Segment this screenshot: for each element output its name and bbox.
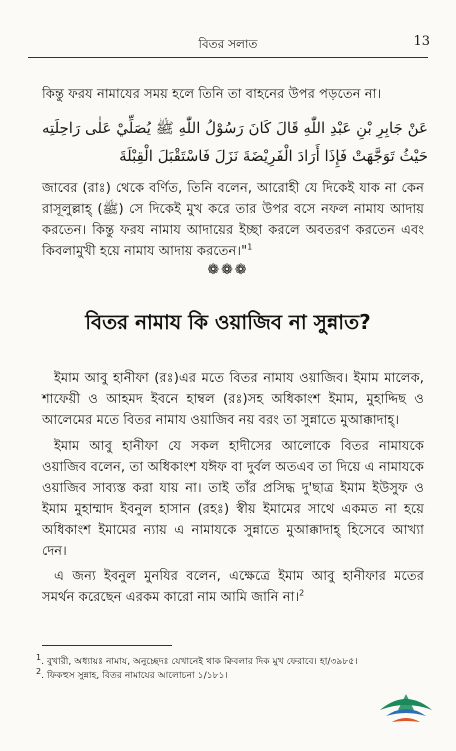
paragraph-2: ইমাম আবু হানীফা যে সকল হাদীসের আলোকে বিতর নামাযকে ওয়াজিব বলেন, তা অধিকাংশ যঈফ বা দুর্বল অতএব তা দিয়ে এ নামাযকে ওয়াজিব সাব্যস্ত করা যায় না। তাই তাঁর প্রসিদ্ধ দু'ছাত্র ইমাম ইউসুফ ও ইমাম মুহাম্মাদ ইবনুল হাসান (রহঃ) স্বীয় ইমামের সাথে একমত না হয়ে অধিকাংশ ইমামের ন্যায় এ নামাযকে সুন্নাতে মুআক্কাদাহ্ হিসেবে আখ্যা দেন। (42, 439, 424, 559)
page-number: 13 (413, 34, 430, 49)
hadith-translation (42, 178, 424, 262)
footnote-rule (42, 645, 172, 646)
intro-line: কিন্তু ফরয নামাযের সময় হলে তিনি তা বাহনের উপর পড়তেন না। (42, 87, 382, 102)
paragraph-3-text: এ জন্য ইবনুল মুনযির বলেন, এক্ষেত্রে ইমাম আবু হানীফার মতের সমর্থন করেছেন এরকম কারো নাম আমি জানি না। (42, 569, 424, 605)
publisher-logo-icon (374, 680, 438, 732)
footnote-2: $^2$. ফিকহুস সুন্নাহ, বিতর নামাযের আলোচনা ১/১৮১। (36, 666, 228, 681)
running-title: বিতর সলাত (198, 37, 258, 51)
section-heading: বিতর নামায কি ওয়াজিব না সুন্নাত? (85, 310, 371, 334)
translation-text: জাবের (রাঃ) থেকে বর্ণিত, তিনি বলেন, আরোহী যে দিকেই যাক না কেন রাসূলুল্লাহ্ (ﷺ) সে দিকেই মুখ করে তার উপর বসে নফল নামায আদায় করতেন। কিন্তু ফরয নামায আদায়ের ইচ্ছা করলে অবতরণ করতেন এবং কিবলামুখী হয়ে নামায আদায় করতেন।" (42, 181, 424, 259)
footnote-ref-1: 1 (247, 242, 253, 252)
footnote-1: $^1$. বুখারী, অধ্যায়ঃ নামায, অনুচ্ছেদঃ যেখানেই থাক ক্বিবলার দিক মুখ ফেরাবে। হা/৩৯৮৫। (36, 652, 358, 667)
footnote-number: 2 (36, 666, 42, 676)
hadith-arabic: عَنْ جَابِرِ بْنِ عَبْدِ اللّٰهِ قَالَ كَانَ رَسُوْلُ اللّٰهِ ﷺ يُصَلِّيْ عَلٰى رَاحِلَتِه حَيْثُ تَوَجَّهَتْ فَإِذَا أَرَادَ الْفَرِيْضَةَ نَزَلَ فَاسْتَقْبَلَ الْقِبْلَةَ (42, 119, 428, 165)
footnote-number: 1 (36, 652, 42, 662)
ornament-divider: ❁❁❁ (207, 262, 249, 278)
paragraph-1: ইমাম আবু হানীফা (রঃ)এর মতে বিতর নামায ওয়াজিব। ইমাম মালেক, শাফেয়ী ও আহমদ ইবনে হাম্বল (রঃ)সহ অধিকাংশ ইমাম, মুহাদ্দিছ ও আলেমের মতে বিতর নামায ওয়াজিব নয় বরং তা সুন্নাতে মুআক্কাদাহ্। (42, 371, 424, 428)
footnote-text: বুখারী, অধ্যায়ঃ নামায, অনুচ্ছেদঃ যেখানেই থাক ক্বিবলার দিক মুখ ফেরাবে। হা/৩৯৮৫। (46, 656, 358, 667)
footnote-ref-2: 2 (299, 588, 305, 598)
paragraph-3 (42, 566, 424, 608)
footnotes (36, 652, 376, 683)
footnote-text: ফিকহুস সুন্নাহ, বিতর নামাযের আলোচনা ১/১৮১। (46, 670, 228, 681)
header-rule (28, 57, 428, 58)
